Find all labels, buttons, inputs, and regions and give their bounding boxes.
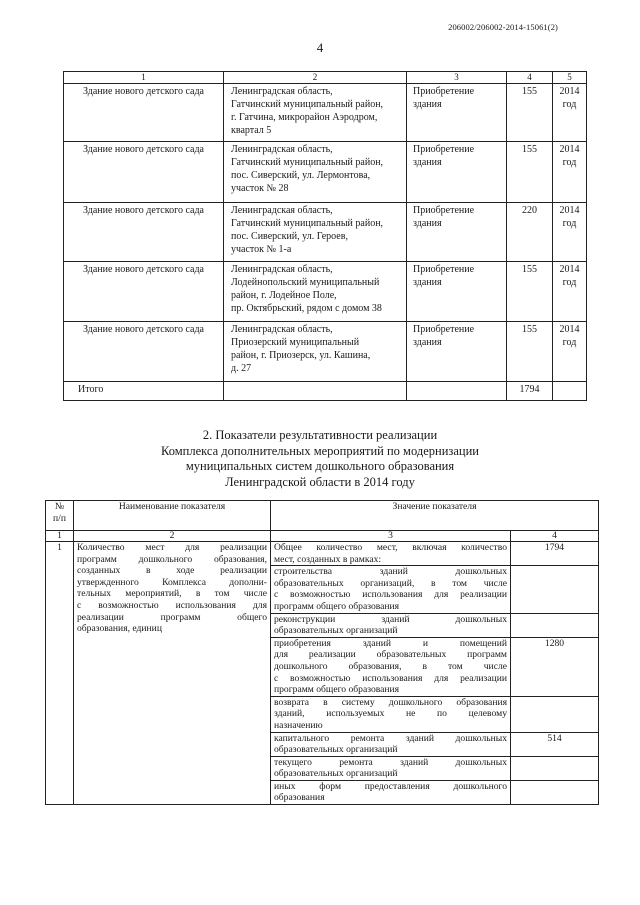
col-header-value: Значение показателя [271,501,599,531]
object-name: Здание нового детского сада [64,322,224,382]
object-address: Ленинградская область, Гатчинский муниципальный район, пос. Сиверский, ул. Героев, участок № 1-а [224,203,407,262]
object-name: Здание нового детского сада [64,262,224,322]
col-number: 3 [271,531,511,542]
table-header-row [64,72,587,84]
indicator-item: капитального ремонта зданий дошкольных образовательных организаций [271,732,511,756]
col-number: 1 [46,531,74,542]
object-address: Ленинградская область, Гатчинский муниципальный район, г. Гатчина, микрорайон Аэродром, квартал 5 [224,84,407,142]
indicator-value [511,566,599,613]
year: 2014 год [553,203,587,262]
document-id: 206002/206002-2014-15061(2) [448,22,558,32]
indicator-value: 514 [511,732,599,756]
year: 2014 год [553,142,587,203]
indicator-item: возврата в систему дошкольного образования зданий, используемых не по целевому назначению [271,696,511,732]
total-label: Итого [64,382,224,401]
indicator-item: Общее количество мест, включая количество мест, созданных в рамках: [271,542,511,566]
table-row [64,142,587,203]
object-address: Ленинградская область, Приозерский муниципальный район, г. Приозерск, ул. Кашина, д. 27 [224,322,407,382]
col-header: 2 [224,72,407,84]
page-number: 4 [316,40,324,55]
object-address: Ленинградская область, Гатчинский муниципальный район, пос. Сиверский, ул. Лермонтова, участок № 28 [224,142,407,203]
total-row [64,382,587,401]
object-name: Здание нового детского сада [64,84,224,142]
indicator-value [511,780,599,804]
total-value: 1794 [507,382,553,401]
year: 2014 год [553,262,587,322]
table-row [64,262,587,322]
year: 2014 год [553,84,587,142]
measure-type: Приобретение здания [407,322,507,382]
measure-type: Приобретение здания [407,262,507,322]
table-row [64,322,587,382]
col-header: 5 [553,72,587,84]
indicator-item: текущего ремонта зданий дошкольных образовательных организаций [271,756,511,780]
table-header-row [46,501,599,531]
indicator-item: строительства зданий дошкольных образовательных организаций, в том числе с возможностью использования для реализации программ общего образования [271,566,511,613]
indicator-item: реконструкции зданий дошкольных образовательных организаций [271,613,511,637]
table-row [64,84,587,142]
col-number: 2 [74,531,271,542]
places-count: 155 [507,322,553,382]
places-count: 220 [507,203,553,262]
table-row [46,542,599,566]
places-count: 155 [507,84,553,142]
places-count: 155 [507,262,553,322]
indicator-value [511,696,599,732]
empty-cell [407,382,507,401]
kindergartens-table [63,71,587,401]
col-header: 3 [407,72,507,84]
table-row [64,203,587,262]
object-name: Здание нового детского сада [64,203,224,262]
object-name: Здание нового детского сада [64,142,224,203]
indicators-table [45,500,599,805]
col-header-number: № п/п [46,501,74,531]
measure-type: Приобретение здания [407,203,507,262]
indicator-item: приобретения зданий и помещений для реализации образовательных программ дошкольного образования, в том числе с возможностью использования для реализации программ общего образования [271,637,511,696]
col-header-name: Наименование показателя [74,501,271,531]
col-header: 1 [64,72,224,84]
indicator-value [511,756,599,780]
indicator-name: Количество мест для реализации программ дошкольного образования, созданных в ходе реализации утвержденного Комплекса дополни- тельных мероприятий, в том числе с возможностью использования для реализации программ общего образования, единиц [74,542,271,805]
year: 2014 год [553,322,587,382]
col-number: 4 [511,531,599,542]
row-number: 1 [46,542,74,805]
places-count: 155 [507,142,553,203]
object-address: Ленинградская область, Лодейнопольский муниципальный район, г. Лодейное Поле, пр. Октябрьский, рядом с домом 38 [224,262,407,322]
measure-type: Приобретение здания [407,142,507,203]
empty-cell [224,382,407,401]
section-heading: 2. Показатели результативности реализации Комплекса дополнительных мероприятий по модернизации муниципальных систем дошкольного образования Ленинградской области в 2014 году [161,428,479,489]
empty-cell [553,382,587,401]
col-header: 4 [507,72,553,84]
column-numbers-row [46,531,599,542]
indicator-value: 1280 [511,637,599,696]
measure-type: Приобретение здания [407,84,507,142]
indicator-value: 1794 [511,542,599,566]
indicator-value [511,613,599,637]
indicator-item: иных форм предоставления дошкольного образования [271,780,511,804]
